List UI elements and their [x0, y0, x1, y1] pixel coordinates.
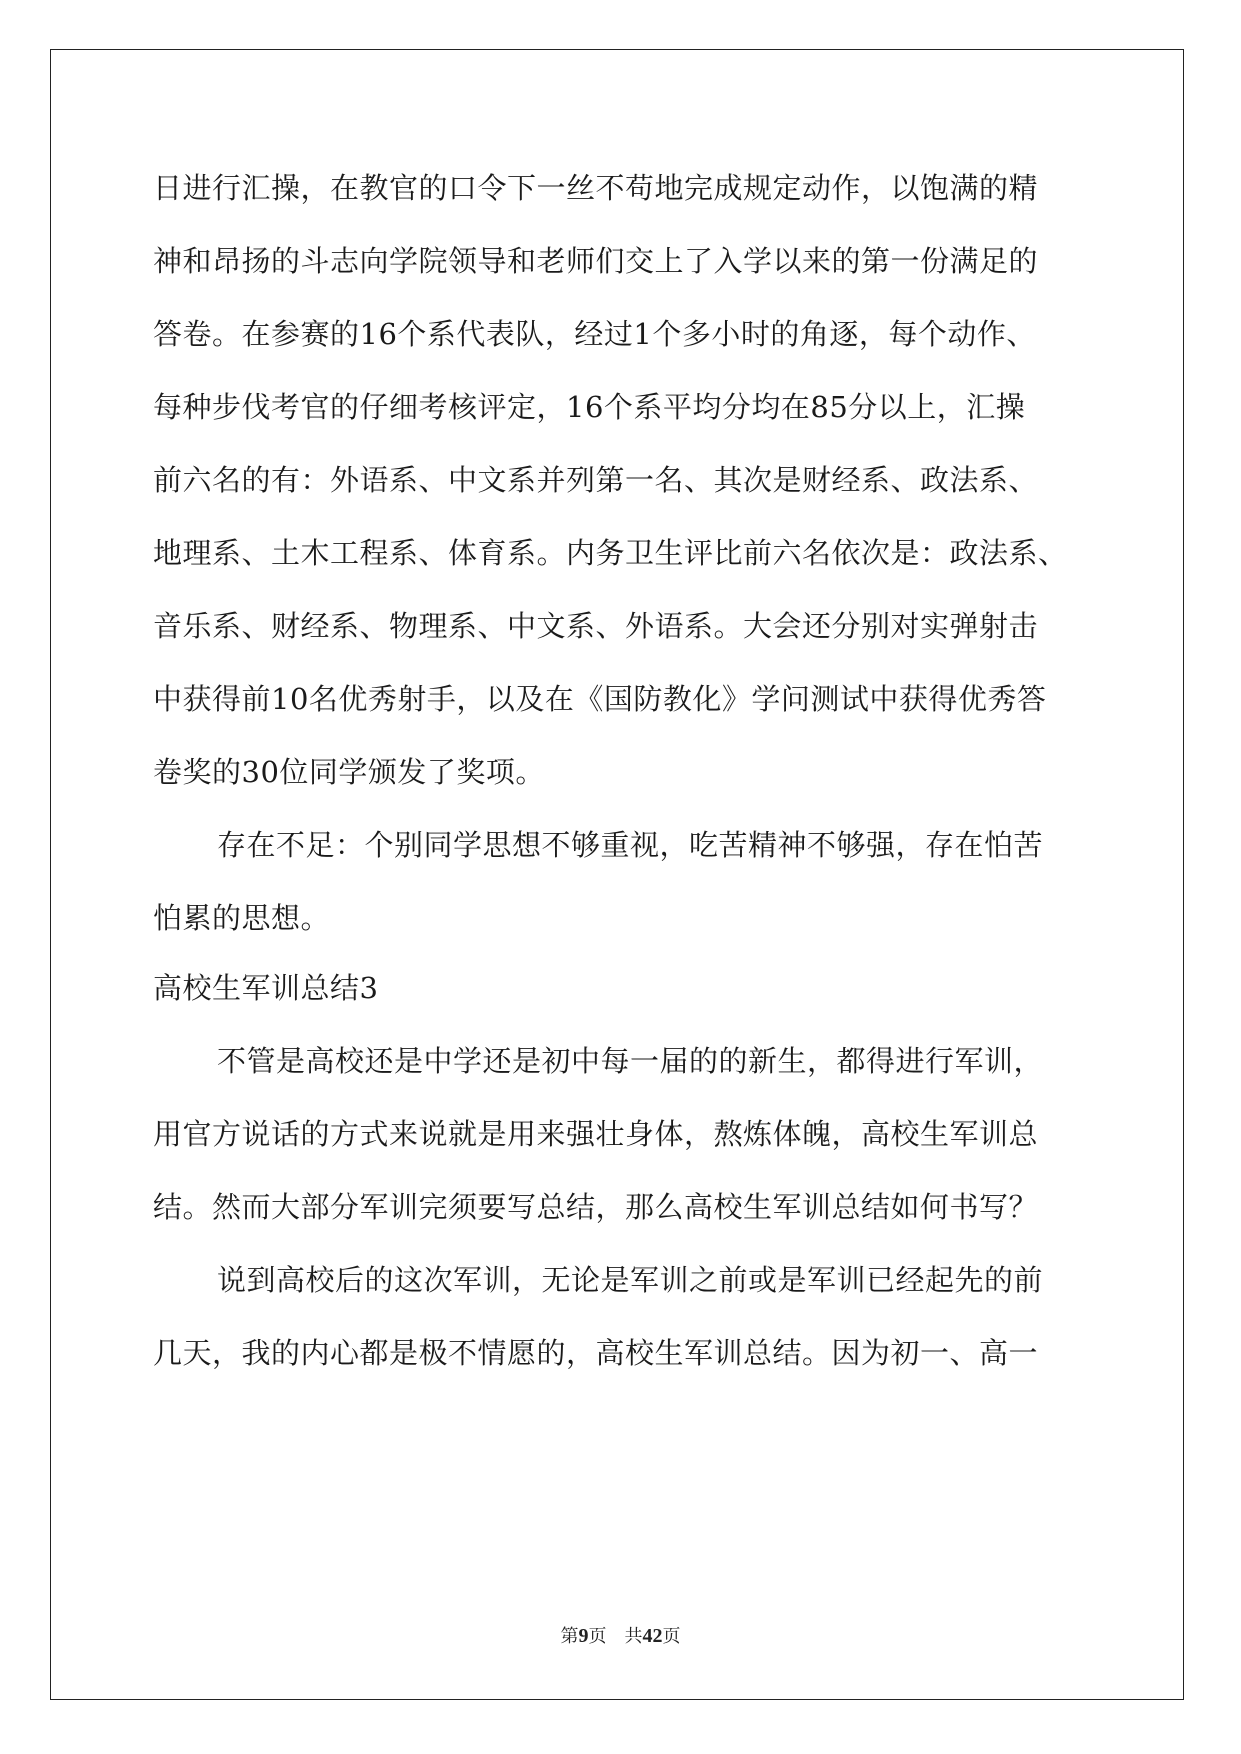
paragraph-first-line: 说到高校后的这次军训，无论是军训之前或是军训已经起先的前 [217, 1263, 1044, 1297]
paragraph-first-line: 不管是高校还是中学还是初中每一届的的新生，都得进行军训， [217, 1044, 1044, 1078]
page-footer [0, 1624, 1241, 1649]
text-line: 前六名的有：外语系、中文系并列第一名、其次是财经系、政法系、 [153, 463, 1039, 497]
section-heading: 高校生军训总结3 [153, 971, 379, 1005]
text-line: 地理系、土木工程系、体育系。内务卫生评比前六名依次是：政法系、 [153, 536, 1068, 570]
total-suffix: 页 [662, 1626, 681, 1647]
text-line: 神和昂扬的斗志向学院领导和老师们交上了入学以来的第一份满足的 [153, 244, 1039, 278]
page-border [50, 49, 1184, 1700]
text-line: 结。然而大部分军训完须要写总结，那么高校生军训总结如何书写？ [153, 1190, 1039, 1224]
text-line: 每种步伐考官的仔细考核评定，16个系平均分均在85分以上，汇操 [153, 390, 1026, 424]
page-suffix: 页 [588, 1626, 607, 1647]
text-line: 音乐系、财经系、物理系、中文系、外语系。大会还分别对实弹射击 [153, 609, 1039, 643]
total-prefix: 共 [624, 1626, 643, 1647]
text-line: 几天，我的内心都是极不情愿的，高校生军训总结。因为初一、高一 [153, 1336, 1039, 1370]
text-line: 卷奖的30位同学颁发了奖项。 [153, 755, 545, 789]
page-number: 9 [578, 1625, 589, 1647]
text-line: 用官方说话的方式来说就是用来强壮身体，熬炼体魄，高校生军训总 [153, 1117, 1039, 1151]
paragraph-first-line: 存在不足：个别同学思想不够重视，吃苦精神不够强，存在怕苦 [217, 828, 1044, 862]
text-line: 日进行汇操，在教官的口令下一丝不苟地完成规定动作，以饱满的精 [153, 171, 1039, 205]
page-prefix: 第 [560, 1626, 579, 1647]
text-line: 中获得前10名优秀射手，以及在《国防教化》学问测试中获得优秀答 [153, 682, 1047, 716]
text-line: 怕累的思想。 [153, 901, 331, 935]
text-line: 答卷。在参赛的16个系代表队，经过1个多小时的角逐，每个动作、 [153, 317, 1036, 351]
total-pages: 42 [642, 1625, 663, 1647]
